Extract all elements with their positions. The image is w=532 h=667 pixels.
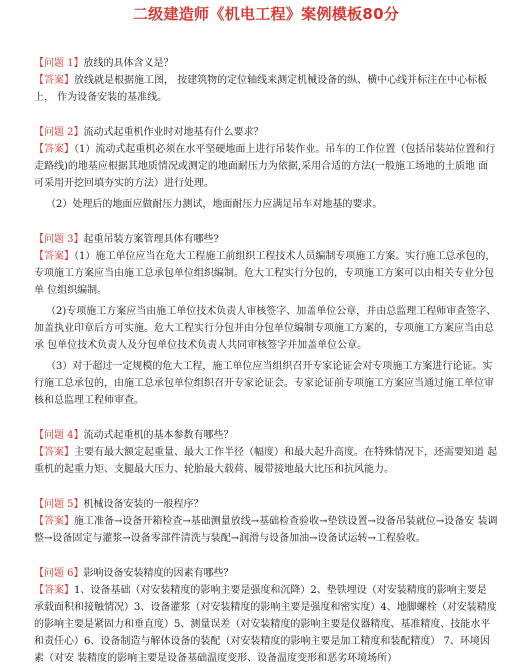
qa-block-2 bbox=[34, 124, 498, 213]
answer-1 bbox=[34, 72, 498, 106]
answer-2-part-2: （2）处理后的地面应做耐压力测试，地面耐压力应满足吊车对地基的要求。 bbox=[46, 199, 383, 210]
answer-tag: 【答案】 bbox=[34, 144, 74, 155]
qa-block-5 bbox=[34, 496, 498, 547]
answer-tag: 【答案】 bbox=[34, 75, 74, 86]
question-tag: 【问题 4】 bbox=[34, 430, 84, 441]
question-4 bbox=[34, 427, 498, 444]
question-text: 放线的具体含义是？ bbox=[83, 58, 174, 69]
answer-text: 放线就是根据施工图， 按建筑物的定位轴线来测定机械设备的纵、横中心线并标注在中心标板上， 作为设备安装的基准线。 bbox=[34, 75, 488, 103]
question-2 bbox=[34, 124, 498, 141]
question-text: 起重吊装方案管理具体有哪些? bbox=[83, 234, 219, 245]
question-text: 流动式起重机的基本参数有哪些？ bbox=[83, 430, 234, 441]
answer-text: 主要有最大额定起重量、最大工作半径（幅度）和最大起升高度。在特殊情况下，还需要知道 起重机的起重力矩、支腿最大压力、轮胎最大载荷、履带接地最大比压和抗风能力。 bbox=[34, 447, 498, 475]
answer-3 bbox=[34, 248, 498, 299]
qa-block-6 bbox=[34, 565, 498, 667]
qa-block-1 bbox=[34, 55, 498, 106]
answer-3-part-2: （2)专项施工方案应当由施工单位技术负责人审核签字、加盖单位公章，并由总监理工程师审查签字、 加盖执业印章后方可实施。危大工程实行分包并由分包单位编制专项施工方案的，专项施工方案应当由总承 包单位技术负责人及分包单位技术负责人共同审核签字并加盖单位公章。 bbox=[34, 306, 497, 351]
question-6 bbox=[34, 565, 498, 582]
answer-tag: 【答案】 bbox=[34, 516, 74, 527]
question-3 bbox=[34, 231, 498, 248]
answer-text: 1、设备基础（对安装精度的影响主要是强度和沉降）2、垫铁埋设（对安装精度的影响主要是 承载面积和接触情况）3、设备灌浆（对安装精度的影响主要是强度和密实度）4、地脚螺栓（对安装精度的影响主要是紧固力和垂直度）5、测量误差（对安装精度的影响主要是仪器精度、基准精度、技能水平和责任心）6、设备制造与解体设备的装配（对安装精度的影响主要是加工精度和装配精度） 7、环境因素（对安 装精度的影响主要是设备基础温度变形、设备温度变形和恶劣环境场所） bbox=[34, 585, 497, 664]
question-text: 影响设备安装精度的因素有哪些？ bbox=[83, 568, 234, 579]
question-tag: 【问题 5】 bbox=[34, 499, 84, 510]
answer-2 bbox=[34, 141, 498, 192]
answer-tag: 【答案】 bbox=[34, 251, 74, 262]
answer-3-part-3: （3）对于超过一定规模的危大工程，施工单位应当组织召开专家论证会对专项施工方案进行论证。实行施工总承包的，由施工总承包单位组织召开专家论证会。专家论证前专项施工方案应当通过施工单位审核和总监理工程师审查。 bbox=[34, 361, 494, 406]
answer-4 bbox=[34, 444, 498, 478]
answer-tag: 【答案】 bbox=[34, 585, 74, 596]
question-text: 流动式起重机作业时对地基有什么要求？ bbox=[83, 127, 264, 138]
answer-6 bbox=[34, 582, 498, 667]
answer-5 bbox=[34, 513, 498, 547]
question-5 bbox=[34, 496, 498, 513]
question-tag: 【问题 1】 bbox=[34, 58, 84, 69]
question-tag: 【问题 2】 bbox=[34, 127, 84, 138]
question-text: 机械设备安装的一般程序？ bbox=[83, 499, 204, 510]
page-title: 二级建造师《机电工程》案例模板80分 bbox=[132, 5, 400, 23]
answer-text: （1）施工单位应当在危大工程施工前组织工程技术人员编制专项施工方案。实行施工总承包的，专项施工方案应当由施工总承包单位组织编制。危大工程实行分包的，专项施工方案可以由相关专业分包单 位组织编制。 bbox=[34, 251, 496, 296]
answer-text: （1）流动式起重机必须在水平坚硬地面上进行吊装作业。吊车的工作位置（包括吊装站位置和行走路线)的地基应根据其地质情况或测定的地面耐压力为依据,采用合适的方法(一般施工场地的土质地 面可采用开挖回填夯实的方法）进行处理。 bbox=[34, 144, 496, 189]
question-tag: 【问题 6】 bbox=[34, 568, 84, 579]
answer-text: 施工准备→设备开箱检查→基础测量放线→基础检查验收→垫铁设置→设备吊装就位→设备安 装调整→设备固定与灌浆→设备零部件清洗与装配→润滑与设备加油→设备试运转→工程验收。 bbox=[34, 516, 498, 544]
qa-block-4 bbox=[34, 427, 498, 478]
qa-block-3 bbox=[34, 231, 498, 409]
question-1 bbox=[34, 55, 498, 72]
answer-tag: 【答案】 bbox=[34, 447, 74, 458]
question-tag: 【问题 3】 bbox=[34, 234, 84, 245]
